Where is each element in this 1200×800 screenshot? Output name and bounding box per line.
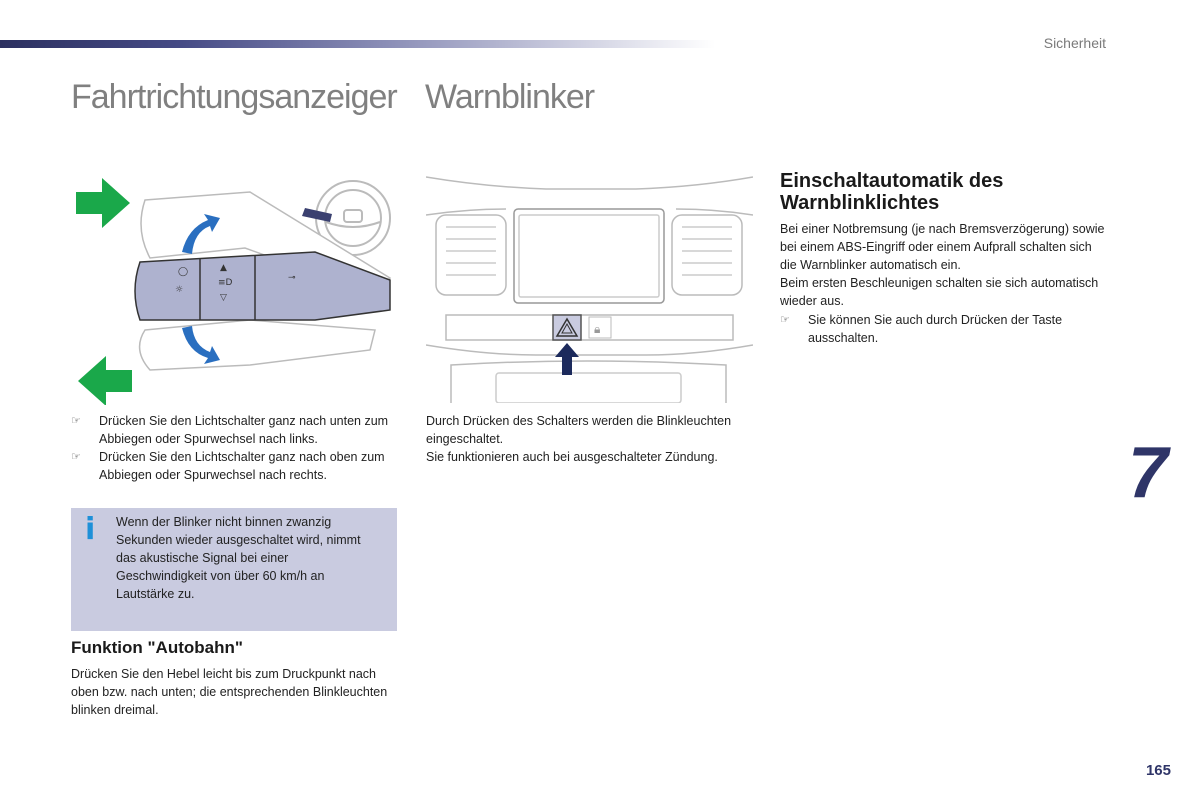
list-item: ☞ Drücken Sie den Lichtschalter ganz nach unten zum Abbiegen oder Spurwechsel nach links. <box>71 414 389 446</box>
svg-text:▲: ▲ <box>220 263 227 273</box>
info-note-box <box>71 508 397 631</box>
arrow-right-green-icon <box>76 178 130 228</box>
auto-hazard-text: Bei einer Notbremsung (je nach Bremsverzögerung) sowie bei einem ABS-Eingriff oder einem Aufprall schalten sich die Warnblinker automatisch ein. Beim ersten Beschleunigen schalten sie sich automatisch wieder aus. <box>780 222 1105 308</box>
arrow-left-green-icon <box>78 356 132 405</box>
air-vent-left-icon <box>446 227 496 275</box>
page-title-hazard: Warnblinker <box>425 78 595 116</box>
page-title-indicators: Fahrtrichtungsanzeiger <box>71 78 397 116</box>
touchscreen-display <box>514 209 664 303</box>
header-band <box>0 40 715 48</box>
bullet-icon: ☞ <box>71 415 81 427</box>
indicator-instructions <box>71 412 391 484</box>
page-number: 165 <box>1145 762 1171 779</box>
indicator-lever-illustration <box>70 170 395 405</box>
chapter-number: 7 <box>1128 433 1169 513</box>
bullet-icon: ☞ <box>780 314 790 326</box>
svg-text:▽: ▽ <box>220 293 227 303</box>
lock-icon: 🔒︎ <box>594 322 601 336</box>
hazard-description: Durch Drücken des Schalters werden die Blinkleuchten eingeschaltet. Sie funktionieren auch bei ausgeschalteter Zündung. <box>426 414 732 464</box>
autobahn-text: Drücken Sie den Hebel leicht bis zum Druckpunkt nach oben bzw. nach unten; die entsprechenden Blinkleuchten blinken dreimal. <box>71 667 388 717</box>
svg-text:◯: ◯ <box>178 267 189 277</box>
lever-lower-ghost <box>140 320 375 370</box>
info-note-text: Wenn der Blinker nicht binnen zwanzig Sekunden wieder ausgeschaltet wird, nimmt das akustische Signal bei einer Geschwindigkeit von über 60 km/h an Lautstärke zu. <box>116 515 361 601</box>
autobahn-heading: Funktion "Autobahn" <box>71 638 243 657</box>
svg-text:⊸: ⊸ <box>288 273 296 283</box>
info-icon: i <box>85 512 96 547</box>
dashboard-hazard-illustration <box>426 165 753 403</box>
bullet-icon: ☞ <box>71 451 81 463</box>
auto-hazard-heading: Einschaltautomatik des Warnblinklichtes <box>780 170 1004 214</box>
arrow-up-indicator-icon <box>555 343 579 375</box>
auto-hazard-bullet <box>780 311 1110 347</box>
section-label: Sicherheit <box>1043 35 1106 51</box>
list-item: ☞ Drücken Sie den Lichtschalter ganz nach oben zum Abbiegen oder Spurwechsel nach rechts. <box>71 450 385 482</box>
air-vent-right-icon <box>682 227 732 275</box>
svg-text:☼: ☼ <box>175 285 184 295</box>
list-item: ☞ Sie können Sie auch durch Drücken der Taste ausschalten. <box>780 313 1063 345</box>
svg-text:≡D: ≡D <box>218 278 233 288</box>
